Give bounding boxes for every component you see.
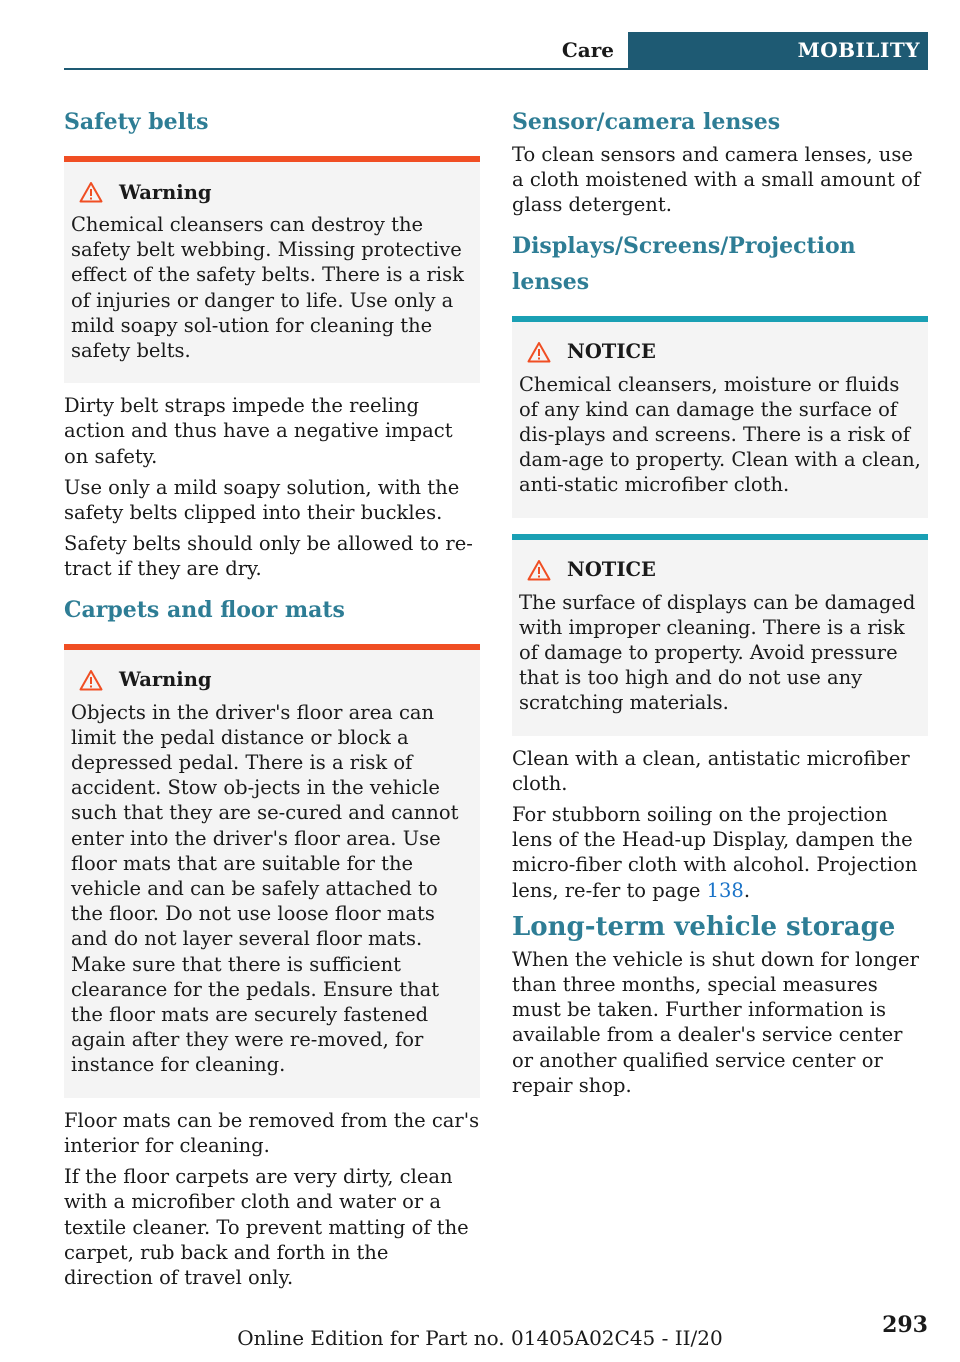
paragraph: To clean sensors and camera lenses, use a cloth moistened with a small amount of glass detergent.	[512, 143, 921, 217]
warning-header	[71, 176, 474, 208]
page-header	[64, 32, 928, 70]
notice-header	[519, 554, 922, 586]
notice-text: The surface of displays can be damaged with improper cleaning. There is a risk of damage to property. Avoid pressure that is too high and do not use any scratching materials.	[519, 590, 916, 715]
right-column	[512, 104, 928, 1104]
heading-carpets: Carpets and floor mats	[64, 596, 345, 623]
paragraph: Dirty belt straps impede the reeling action and thus have a negative impact on safety.	[64, 394, 453, 468]
warning-triangle-icon	[79, 669, 103, 691]
warning-title: Warning	[119, 668, 212, 692]
notice-title: NOTICE	[567, 558, 656, 582]
paragraph: When the vehicle is shut down for longer than three months, special measures must be taken. Further information is available from a dealer's service center or another qualified service center or repair shop.	[512, 947, 919, 1097]
page-number: 293	[882, 1312, 928, 1338]
warning-header	[71, 664, 474, 696]
heading-displays: Displays/Screens/Projection lenses	[512, 232, 856, 295]
header-chapter-tab: MOBILITY	[628, 32, 928, 70]
warning-text: Objects in the driver's floor area can limit the pedal distance or block a depressed pedal. There is a risk of accident. Stow ob-jects in the vehicle such that they are se-cured and cannot enter into the driver's floor area. Use floor mats that are suitable for the vehicle and can be safely attached to the floor. Do not use loose floor mats and do not layer several floor mats. Make sure that there is sufficient clearance for the pedals. Ensure that the floor mats are securely fastened again after they were re-moved, for instance for cleaning.	[71, 700, 459, 1077]
notice-box-displays-2	[512, 534, 928, 736]
paragraph-with-link	[512, 802, 928, 903]
warning-box-carpets	[64, 644, 480, 1098]
left-column	[64, 104, 480, 1296]
footer-edition: Online Edition for Part no. 01405A02C45 - II/20	[237, 1326, 723, 1350]
paragraph: Safety belts should only be allowed to re-tract if they are dry.	[64, 532, 473, 581]
page-reference-link[interactable]: 138	[706, 878, 744, 902]
paragraph: Floor mats can be removed from the car's interior for cleaning.	[64, 1108, 480, 1157]
warning-triangle-icon	[527, 341, 551, 363]
paragraph: Use only a mild soapy solution, with the safety belts clipped into their buckles.	[64, 475, 460, 525]
header-section-title: Care	[561, 38, 614, 62]
notice-text: Chemical cleansers, moisture or fluids of any kind can damage the surface of dis-plays and screens. There is a risk of dam-age to property. Clean with a clean, anti-static microfiber cloth.	[519, 372, 921, 497]
warning-triangle-icon	[527, 559, 551, 581]
paragraph: Clean with a clean, antistatic microfiber cloth.	[512, 746, 910, 795]
heading-long-term-storage: Long-term vehicle storage	[512, 911, 896, 942]
warning-text: Chemical cleansers can destroy the safety belt webbing. Missing protective effect of the safety belts. There is a risk of injuries or danger to life. Use only a mild soapy sol-ution for cleaning the safety belts.	[71, 213, 464, 363]
notice-header	[519, 336, 922, 368]
warning-box-safety-belts	[64, 156, 480, 383]
warning-title: Warning	[119, 180, 212, 204]
paragraph: If the floor carpets are very dirty, clean with a microfiber cloth and water or a textile cleaner. To prevent matting of the carpet, rub back and forth in the direction of travel only.	[64, 1165, 469, 1289]
heading-sensor-lenses: Sensor/camera lenses	[512, 109, 781, 135]
warning-triangle-icon	[79, 181, 103, 203]
heading-safety-belts: Safety belts	[64, 109, 209, 135]
notice-box-displays-1	[512, 316, 928, 518]
notice-title: NOTICE	[567, 340, 656, 364]
paragraph-text: For stubborn soiling on the projection lens of the Head-up Display, dampen the micro-fiber cloth with alcohol. Projection lens, re-fer to page	[512, 803, 918, 902]
paragraph-text-end: .	[743, 878, 751, 902]
